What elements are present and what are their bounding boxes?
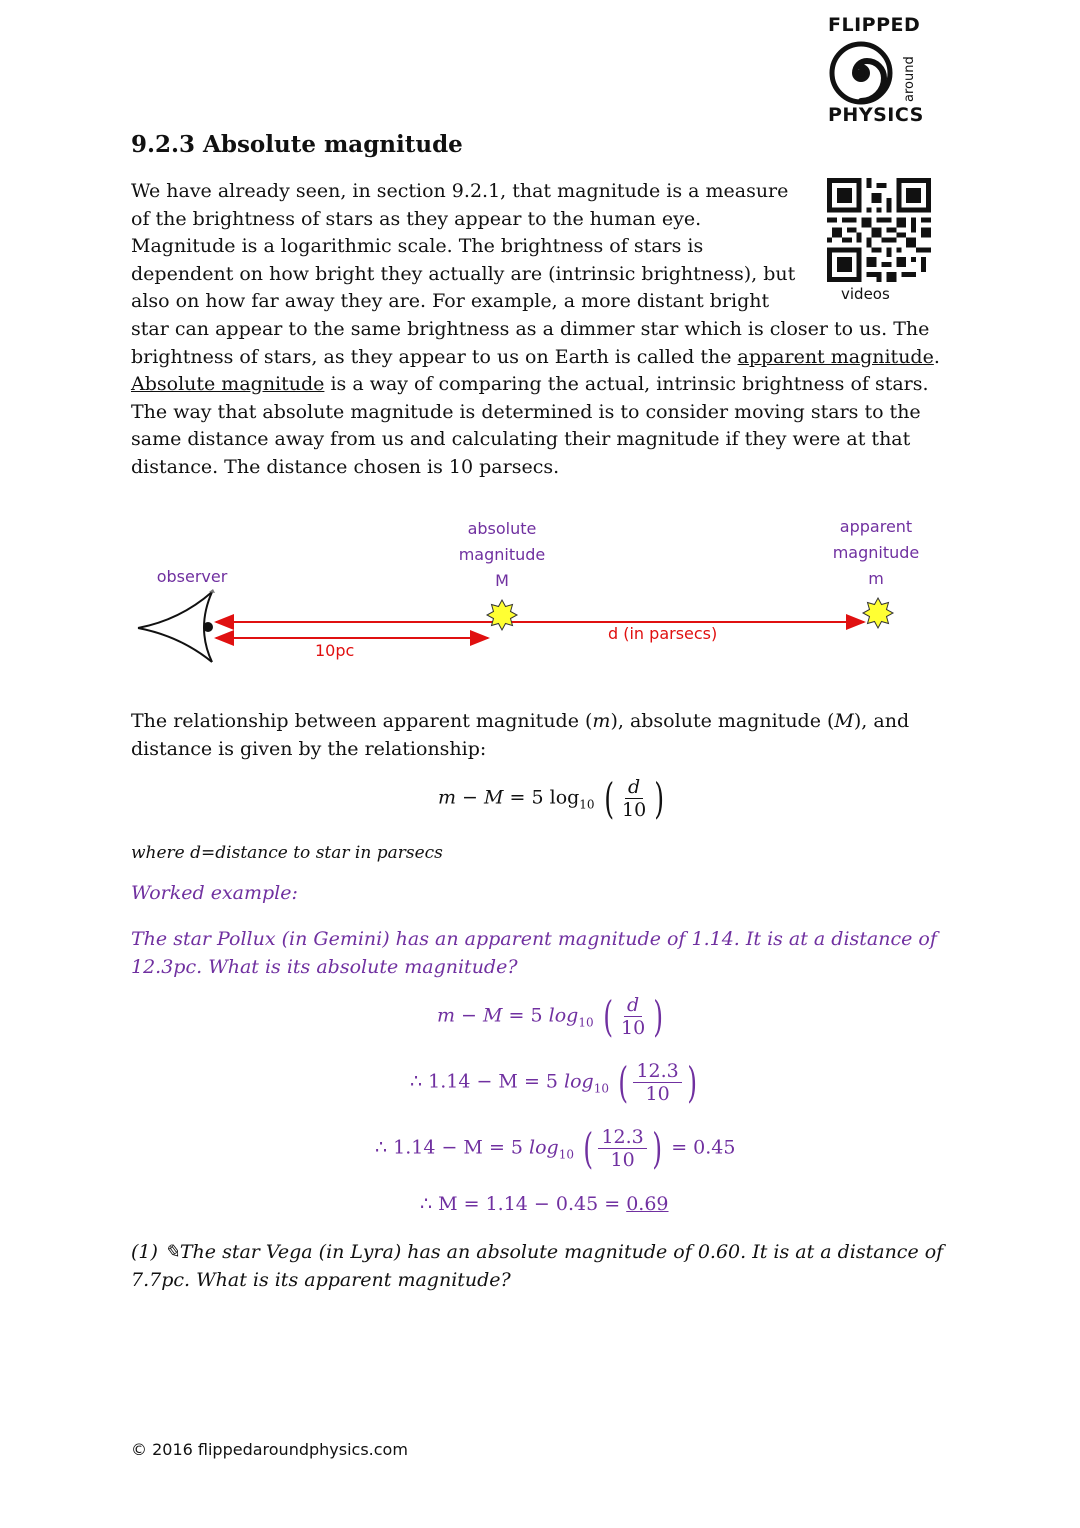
- formula-num: d: [628, 776, 641, 798]
- step3-log: log: [529, 1136, 559, 1159]
- step3-base: 10: [558, 1147, 574, 1162]
- step3-den: 10: [610, 1149, 635, 1171]
- main-formula: m − M = 5 $\log_{10}$ ( $\frac{d}{10}$ ): [438, 773, 665, 823]
- step2-num: 12.3: [633, 1060, 681, 1083]
- distance-d-label: d (in parsecs): [608, 624, 718, 643]
- step2-base: 10: [593, 1081, 609, 1096]
- step1-lhs: m − M: [437, 1004, 503, 1027]
- step2-log: log: [564, 1070, 594, 1093]
- logo-side-word: around: [902, 56, 917, 102]
- step2-den: 10: [645, 1083, 670, 1105]
- magnitude-distance-diagram: [130, 510, 920, 680]
- step1-num: d: [627, 994, 640, 1016]
- step1-den: 10: [621, 1017, 646, 1039]
- worked-step-1: m − M = 5 $\log_{10}$ ( $\frac{d}{10}$ ): [437, 991, 664, 1041]
- flipped-around-physics-logo: [826, 10, 926, 130]
- formula-lhs: m − M: [438, 786, 504, 809]
- step3-num: 12.3: [598, 1126, 646, 1149]
- rel-text-c: ), and distance is given by the relationship:: [131, 710, 910, 760]
- term-apparent-magnitude: apparent magnitude: [737, 345, 934, 368]
- worked-step-2: ∴ 1.14 − M = 5 $\log_{10}$ ( $\frac{12.3}{10}$ ): [410, 1057, 697, 1107]
- step3-result: = 0.45: [671, 1136, 736, 1159]
- app-label-line3: m: [868, 569, 884, 588]
- step2-eq: = 5: [523, 1070, 565, 1093]
- intro-separator: .: [933, 345, 940, 368]
- rel-text-a: The relationship between apparent magnitude (: [131, 710, 593, 732]
- intro-text-1: We have already seen, in section 9.2.1, that magnitude is a measure of the brightness of stars as they appear to the human eye. Magnitude is a logarithmic scale. The brightness of stars is dependent on how bright they actually are (intrinsic brightness), but also on how far away they are. For example, a more distant bright star can appear to the same brightness as a dimmer star which is closer to us. The brightness of stars, as they appear to us on Earth is called the: [131, 180, 930, 368]
- rel-var-m: m: [592, 710, 611, 732]
- app-label-line1: apparent: [839, 517, 913, 536]
- relationship-text: [131, 707, 951, 763]
- rel-text-b: ), absolute magnitude (: [610, 710, 835, 732]
- worked-step-4: [420, 1193, 669, 1215]
- worked-example-title: Worked example:: [131, 882, 298, 904]
- step1-eq: = 5: [508, 1004, 549, 1027]
- step3-eq: = 5: [488, 1136, 530, 1159]
- eye-icon: [138, 589, 215, 662]
- step4-text: ∴ M = 1.14 − 0.45 =: [420, 1193, 627, 1215]
- term-absolute-magnitude: Absolute magnitude: [131, 373, 325, 396]
- logo-top-word: FLIPPED: [828, 14, 921, 36]
- step2-lhs: ∴ 1.14 − M: [410, 1070, 518, 1093]
- formula-eq: = 5 log: [509, 786, 580, 809]
- formula-den: 10: [622, 799, 647, 821]
- logo-bottom-word: PHYSICS: [828, 104, 924, 126]
- step4-answer: 0.69: [626, 1193, 669, 1215]
- intro-paragraph: [131, 178, 951, 482]
- qr-code-icon: [827, 178, 931, 282]
- spiral-icon: [828, 40, 894, 106]
- qr-code[interactable]: [821, 178, 941, 303]
- formula-log-base: 10: [579, 797, 595, 812]
- section-heading: 9.2.3 Absolute magnitude: [131, 131, 463, 158]
- rel-var-M: M: [834, 710, 854, 732]
- step3-lhs: ∴ 1.14 − M: [375, 1136, 483, 1159]
- abs-label-line2: magnitude: [458, 545, 546, 564]
- distance-10pc-label: 10pc: [315, 641, 355, 660]
- worked-step-3: ∴ 1.14 − M = 5 $\log_{10}$ ( $\frac{12.3}{10}$ ) = 0.45: [375, 1123, 736, 1173]
- star-absolute-icon: [487, 600, 517, 630]
- observer-label: observer: [156, 567, 228, 586]
- qr-caption: videos: [841, 285, 890, 303]
- step1-base: 10: [578, 1015, 594, 1030]
- star-apparent-icon: [863, 598, 893, 628]
- abs-label-line3: M: [495, 571, 509, 590]
- footer-copyright: © 2016 flippedaroundphysics.com: [131, 1440, 408, 1459]
- app-label-line2: magnitude: [832, 543, 920, 562]
- worked-example-question: The star Pollux (in Gemini) has an apparent magnitude of 1.14. It is at a distance of 12.3pc. What is its absolute magnitude?: [131, 928, 937, 978]
- where-note: where d=distance to star in parsecs: [131, 843, 443, 863]
- intro-text-2: is a way of comparing the actual, intrinsic brightness of stars. The way that absolute magnitude is determined is to consider moving stars to the same distance away from us and calculating their magnitude if they were at that distance. The distance chosen is 10 parsecs.: [131, 373, 929, 478]
- step1-log: log: [548, 1004, 579, 1027]
- abs-label-line1: absolute: [467, 519, 537, 538]
- diagram-graphic: [130, 510, 910, 680]
- exercise-question-1: (1) ✎The star Vega (in Lyra) has an absolute magnitude of 0.60. It is at a distance of 7.7pc. What is its apparent magnitude?: [131, 1241, 944, 1291]
